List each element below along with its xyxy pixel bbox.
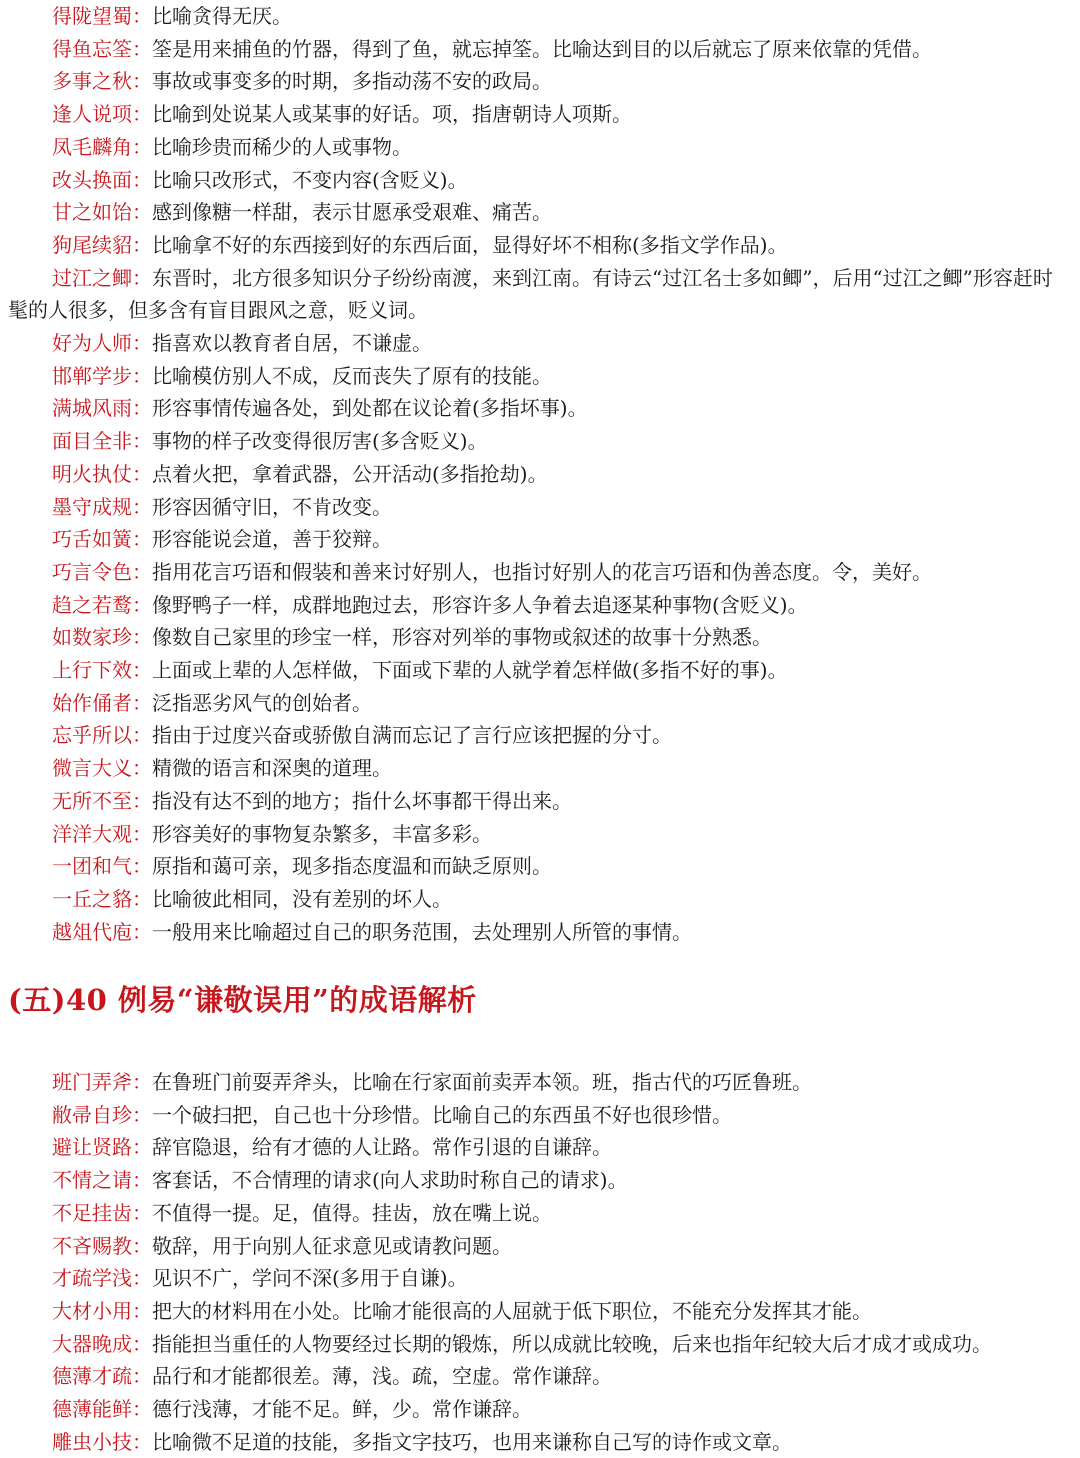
idiom-term: 甘之如饴 bbox=[52, 200, 132, 225]
idiom-entry bbox=[0, 229, 1080, 262]
term-colon: ： bbox=[132, 1298, 152, 1323]
idiom-definition: 形容能说会道，善于狡辩。 bbox=[152, 527, 392, 552]
idiom-entry bbox=[0, 425, 1080, 458]
term-colon: ： bbox=[132, 1331, 152, 1356]
idiom-definition: 精微的语言和深奥的道理。 bbox=[152, 756, 392, 781]
idiom-term: 避让贤路 bbox=[52, 1135, 132, 1160]
idiom-term: 不足挂齿 bbox=[52, 1200, 132, 1225]
idiom-term: 墨守成规 bbox=[52, 494, 132, 519]
idiom-term: 上行下效 bbox=[52, 658, 132, 683]
idiom-definition: 感到像糖一样甜，表示甘愿承受艰难、痛苦。 bbox=[152, 200, 552, 225]
idiom-definition: 一般用来比喻超过自己的职务范围，去处理别人所管的事情。 bbox=[152, 919, 692, 944]
idiom-definition: 形容因循守旧，不肯改变。 bbox=[152, 494, 392, 519]
idiom-entry bbox=[0, 458, 1080, 491]
idiom-term: 雕虫小技 bbox=[52, 1429, 132, 1454]
idiom-term: 大材小用 bbox=[52, 1298, 132, 1323]
idiom-definition: 比喻贪得无厌。 bbox=[152, 4, 292, 28]
idiom-definition: 德行浅薄，才能不足。鲜，少。常作谦辞。 bbox=[152, 1397, 532, 1422]
term-colon: ： bbox=[132, 1233, 152, 1258]
idiom-definition: 形容事情传遍各处，到处都在议论着(多指坏事)。 bbox=[152, 396, 588, 421]
idiom-term: 过江之鲫 bbox=[52, 265, 132, 290]
idiom-definition: 比喻珍贵而稀少的人或事物。 bbox=[152, 134, 412, 159]
idiom-entry bbox=[0, 1360, 1080, 1393]
idiom-definition: 指用花言巧语和假装和善来讨好别人，也指讨好别人的花言巧语和伪善态度。令，美好。 bbox=[152, 559, 932, 584]
idiom-entry bbox=[0, 1328, 1080, 1361]
idiom-entry bbox=[0, 1262, 1080, 1295]
term-colon: ： bbox=[132, 1070, 152, 1094]
idiom-entry bbox=[0, 1426, 1080, 1458]
idiom-entry bbox=[0, 589, 1080, 622]
idiom-term: 如数家珍 bbox=[52, 625, 132, 650]
term-colon: ： bbox=[132, 756, 152, 781]
idiom-entry bbox=[0, 916, 1080, 949]
term-colon: ： bbox=[132, 331, 152, 356]
idiom-definition: 辞官隐退，给有才德的人让路。常作引退的自谦辞。 bbox=[152, 1135, 612, 1160]
term-colon: ： bbox=[132, 4, 152, 28]
idiom-definition: 把大的材料用在小处。比喻才能很高的人屈就于低下职位，不能充分发挥其才能。 bbox=[152, 1298, 872, 1323]
idiom-entry bbox=[0, 491, 1080, 524]
idiom-entry bbox=[0, 1099, 1080, 1132]
idiom-definition: 点着火把，拿着武器，公开活动(多指抢劫)。 bbox=[152, 461, 548, 486]
idiom-entry bbox=[0, 818, 1080, 851]
idiom-definition: 一个破扫把，自己也十分珍惜。比喻自己的东西虽不好也很珍惜。 bbox=[152, 1102, 732, 1127]
idiom-term: 一丘之貉 bbox=[52, 886, 132, 911]
idiom-definition: 见识不广，学问不深(多用于自谦)。 bbox=[152, 1266, 468, 1291]
section-heading: (五)40 例易“谦敬误用”的成语解析 bbox=[8, 983, 477, 1017]
term-colon: ： bbox=[132, 788, 152, 813]
term-colon: ： bbox=[132, 1200, 152, 1225]
idiom-term: 得鱼忘筌 bbox=[52, 36, 132, 61]
term-colon: ： bbox=[132, 1397, 152, 1422]
idiom-entry bbox=[0, 687, 1080, 720]
term-colon: ： bbox=[132, 36, 152, 61]
idiom-term: 不吝赐教 bbox=[52, 1233, 132, 1258]
term-colon: ： bbox=[132, 559, 152, 584]
term-colon: ： bbox=[132, 690, 152, 715]
idiom-definition: 像数自己家里的珍宝一样，形容对列举的事物或叙述的故事十分熟悉。 bbox=[152, 625, 772, 650]
idiom-entry bbox=[0, 1230, 1080, 1263]
idiom-term: 改头换面 bbox=[52, 167, 132, 192]
idiom-list-section-2 bbox=[0, 1066, 1080, 1458]
idiom-entry bbox=[0, 1164, 1080, 1197]
term-colon: ： bbox=[132, 102, 152, 127]
term-colon: ： bbox=[132, 363, 152, 388]
idiom-term: 大器晚成 bbox=[52, 1331, 132, 1356]
idiom-term: 班门弄斧 bbox=[52, 1070, 132, 1094]
idiom-term: 越俎代庖 bbox=[52, 919, 132, 944]
idiom-term: 趋之若鹜 bbox=[52, 592, 132, 617]
idiom-definition: 比喻拿不好的东西接到好的东西后面，显得好坏不相称(多指文学作品)。 bbox=[152, 232, 788, 257]
idiom-term: 凤毛麟角 bbox=[52, 134, 132, 159]
idiom-term: 明火执仗 bbox=[52, 461, 132, 486]
idiom-entry bbox=[0, 196, 1080, 229]
idiom-entry bbox=[0, 360, 1080, 393]
idiom-definition: 像野鸭子一样，成群地跑过去，形容许多人争着去追逐某种事物(含贬义)。 bbox=[152, 592, 808, 617]
idiom-entry bbox=[0, 752, 1080, 785]
term-colon: ： bbox=[132, 1168, 152, 1193]
idiom-definition: 筌是用来捕鱼的竹器，得到了鱼，就忘掉筌。比喻达到目的以后就忘了原来依靠的凭借。 bbox=[152, 36, 932, 61]
idiom-term: 巧舌如簧 bbox=[52, 527, 132, 552]
idiom-term: 面目全非 bbox=[52, 429, 132, 454]
term-colon: ： bbox=[132, 396, 152, 421]
idiom-term: 狗尾续貂 bbox=[52, 232, 132, 257]
idiom-definition: 指能担当重任的人物要经过长期的锻炼，所以成就比较晚，后来也指年纪较大后才成才或成功。 bbox=[152, 1331, 992, 1356]
idiom-term: 逢人说项 bbox=[52, 102, 132, 127]
idiom-definition: 比喻模仿别人不成，反而丧失了原有的技能。 bbox=[152, 363, 552, 388]
term-colon: ： bbox=[132, 886, 152, 911]
term-colon: ： bbox=[132, 69, 152, 94]
idiom-entry bbox=[0, 131, 1080, 164]
term-colon: ： bbox=[132, 527, 152, 552]
idiom-definition: 原指和蔼可亲，现多指态度温和而缺乏原则。 bbox=[152, 854, 552, 879]
idiom-entry bbox=[0, 33, 1080, 66]
term-colon: ： bbox=[132, 919, 152, 944]
idiom-definition: 比喻到处说某人或某事的好话。项，指唐朝诗人项斯。 bbox=[152, 102, 632, 127]
term-colon: ： bbox=[132, 1102, 152, 1127]
term-colon: ： bbox=[132, 1135, 152, 1160]
idiom-term: 敝帚自珍 bbox=[52, 1102, 132, 1127]
term-colon: ： bbox=[132, 461, 152, 486]
idiom-entry bbox=[0, 262, 1080, 327]
idiom-entry bbox=[0, 850, 1080, 883]
term-colon: ： bbox=[132, 723, 152, 748]
idiom-entry bbox=[0, 0, 1080, 33]
idiom-entry bbox=[0, 65, 1080, 98]
term-colon: ： bbox=[132, 265, 152, 290]
idiom-definition: 上面或上辈的人怎样做，下面或下辈的人就学着怎样做(多指不好的事)。 bbox=[152, 658, 788, 683]
idiom-term: 微言大义 bbox=[52, 756, 132, 781]
idiom-definition: 比喻微不足道的技能，多指文字技巧，也用来谦称自己写的诗作或文章。 bbox=[152, 1429, 792, 1454]
idiom-term: 忘乎所以 bbox=[52, 723, 132, 748]
idiom-term: 邯郸学步 bbox=[52, 363, 132, 388]
idiom-entry bbox=[0, 392, 1080, 425]
term-colon: ： bbox=[132, 658, 152, 683]
idiom-definition: 指没有达不到的地方；指什么坏事都干得出来。 bbox=[152, 788, 572, 813]
idiom-entry bbox=[0, 1131, 1080, 1164]
term-colon: ： bbox=[132, 1364, 152, 1389]
idiom-definition: 客套话，不合情理的请求(向人求助时称自己的请求)。 bbox=[152, 1168, 628, 1193]
idiom-entry bbox=[0, 1393, 1080, 1426]
idiom-definition: 敬辞，用于向别人征求意见或请教问题。 bbox=[152, 1233, 512, 1258]
idiom-definition: 指喜欢以教育者自居，不谦虚。 bbox=[152, 331, 432, 356]
term-colon: ： bbox=[132, 232, 152, 257]
idiom-entry bbox=[0, 98, 1080, 131]
idiom-definition: 比喻彼此相同，没有差别的坏人。 bbox=[152, 886, 452, 911]
term-colon: ： bbox=[132, 134, 152, 159]
idiom-entry bbox=[0, 1197, 1080, 1230]
idiom-term: 一团和气 bbox=[52, 854, 132, 879]
idiom-term: 满城风雨 bbox=[52, 396, 132, 421]
idiom-definition: 东晋时，北方很多知识分子纷纷南渡，来到江南。有诗云“过江名士多如鲫”，后用“过江之鲫”形容赶时髦的人很多，但多含有盲目跟风之意，贬义词。 bbox=[8, 265, 1053, 323]
term-colon: ： bbox=[132, 429, 152, 454]
idiom-term: 多事之秋 bbox=[52, 69, 132, 94]
idiom-entry bbox=[0, 556, 1080, 589]
idiom-definition: 比喻只改形式，不变内容(含贬义)。 bbox=[152, 167, 468, 192]
idiom-entry bbox=[0, 654, 1080, 687]
idiom-definition: 形容美好的事物复杂繁多，丰富多彩。 bbox=[152, 821, 492, 846]
idiom-entry bbox=[0, 327, 1080, 360]
idiom-entry bbox=[0, 785, 1080, 818]
idiom-entry bbox=[0, 719, 1080, 752]
idiom-entry bbox=[0, 621, 1080, 654]
idiom-term: 德薄能鲜 bbox=[52, 1397, 132, 1422]
idiom-definition: 在鲁班门前耍弄斧头，比喻在行家面前卖弄本领。班，指古代的巧匠鲁班。 bbox=[152, 1070, 812, 1094]
idiom-term: 得陇望蜀 bbox=[52, 4, 132, 28]
idiom-term: 好为人师 bbox=[52, 331, 132, 356]
idiom-term: 无所不至 bbox=[52, 788, 132, 813]
idiom-definition: 指由于过度兴奋或骄傲自满而忘记了言行应该把握的分寸。 bbox=[152, 723, 672, 748]
idiom-definition: 事故或事变多的时期，多指动荡不安的政局。 bbox=[152, 69, 552, 94]
term-colon: ： bbox=[132, 592, 152, 617]
term-colon: ： bbox=[132, 167, 152, 192]
idiom-definition: 事物的样子改变得很厉害(多含贬义)。 bbox=[152, 429, 488, 454]
idiom-entry bbox=[0, 1295, 1080, 1328]
term-colon: ： bbox=[132, 494, 152, 519]
idiom-definition: 泛指恶劣风气的创始者。 bbox=[152, 690, 372, 715]
term-colon: ： bbox=[132, 1266, 152, 1291]
idiom-term: 才疏学浅 bbox=[52, 1266, 132, 1291]
idiom-term: 始作俑者 bbox=[52, 690, 132, 715]
idiom-term: 巧言令色 bbox=[52, 559, 132, 584]
term-colon: ： bbox=[132, 854, 152, 879]
idiom-entry bbox=[0, 164, 1080, 197]
idiom-definition: 不值得一提。足，值得。挂齿，放在嘴上说。 bbox=[152, 1200, 552, 1225]
term-colon: ： bbox=[132, 200, 152, 225]
idiom-term: 洋洋大观 bbox=[52, 821, 132, 846]
idiom-entry bbox=[0, 1066, 1080, 1099]
idiom-entry bbox=[0, 883, 1080, 916]
idiom-entry bbox=[0, 523, 1080, 556]
idiom-definition: 品行和才能都很差。薄，浅。疏，空虚。常作谦辞。 bbox=[152, 1364, 612, 1389]
term-colon: ： bbox=[132, 625, 152, 650]
idiom-term: 德薄才疏 bbox=[52, 1364, 132, 1389]
term-colon: ： bbox=[132, 821, 152, 846]
idiom-term: 不情之请 bbox=[52, 1168, 132, 1193]
term-colon: ： bbox=[132, 1429, 152, 1454]
